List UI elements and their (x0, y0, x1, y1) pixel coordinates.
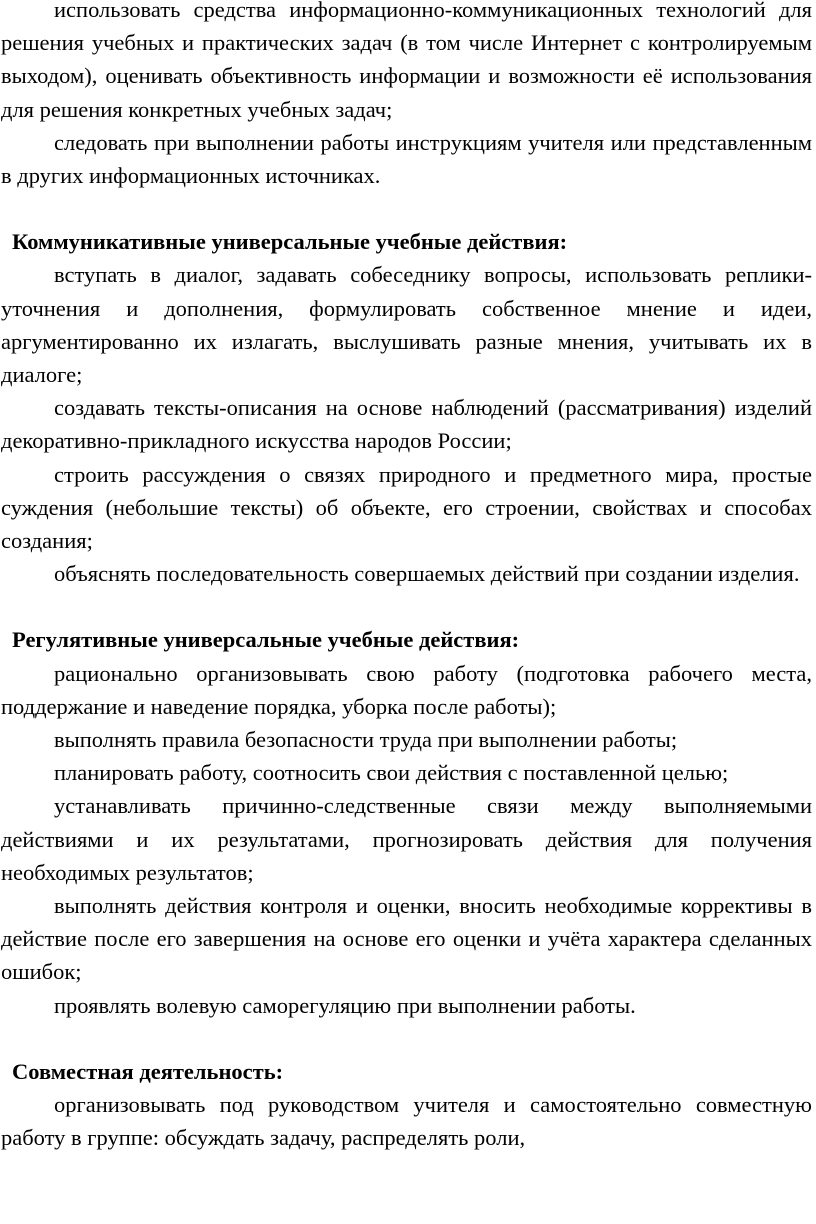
paragraph-explain-sequence: объяснять последовательность совершаемых действий при создании изделия. (54, 561, 800, 587)
paragraph-cause-effect: устанавливать причинно-следственные связи между выполняемыми действиями и их результатами, прогнозировать действия для получения необходимых результатов; (1, 793, 812, 885)
paragraph-reasoning: строить рассуждения о связях природного и предметного мира, простые суждения (небольшие тексты) об объекте, его строении, свойствах и способах создания; (1, 461, 812, 554)
paragraph-dialogue: вступать в диалог, задавать собеседнику вопросы, использовать реплики-уточнения и дополнения, формулировать собственное мнение и идеи, аргументированно их излагать, выслушивать разные мнения, учитывать их в диалоге; (1, 262, 812, 388)
paragraph-control-evaluation: выполнять действия контроля и оценки, вносить необходимые коррективы в действие после его завершения на основе его оценки и учёта характера сделанных ошибок; (1, 893, 812, 985)
paragraph-safety-rules: выполнять правила безопасности труда при выполнении работы; (54, 727, 678, 753)
paragraph-plan-work: планировать работу, соотносить свои действия с поставленной целью; (54, 760, 729, 786)
paragraph-follow-instructions: следовать при выполнении работы инструкциям учителя или представленным в других информационных источниках. (1, 129, 812, 189)
paragraph-descriptions: создавать тексты-описания на основе наблюдений (рассматривания) изделий декоративно-прикладного искусства народов России; (1, 395, 812, 454)
heading-communicative: Коммуникативные универсальные учебные действия: (12, 229, 568, 255)
heading-joint-activity: Совместная деятельность: (12, 1058, 284, 1084)
paragraph-ict-usage: использовать средства информационно-коммуникационных технологий для решения учебных и практических задач (в том числе Интернет с контролируемым выходом), оценивать объективность информации и возможности её использования для решения конкретных учебных задач; (1, 0, 812, 122)
paragraph-group-work: организовывать под руководством учителя и самостоятельно совместную работу в группе: обсуждать задачу, распределять роли, (1, 1092, 812, 1151)
paragraph-self-regulation: проявлять волевую саморегуляцию при выполнении работы. (54, 992, 636, 1018)
paragraph-organize-work: рационально организовывать свою работу (подготовка рабочего места, поддержание и наведение порядка, уборка после работы); (1, 660, 812, 719)
heading-regulatory: Регулятивные универсальные учебные действия: (12, 627, 520, 653)
